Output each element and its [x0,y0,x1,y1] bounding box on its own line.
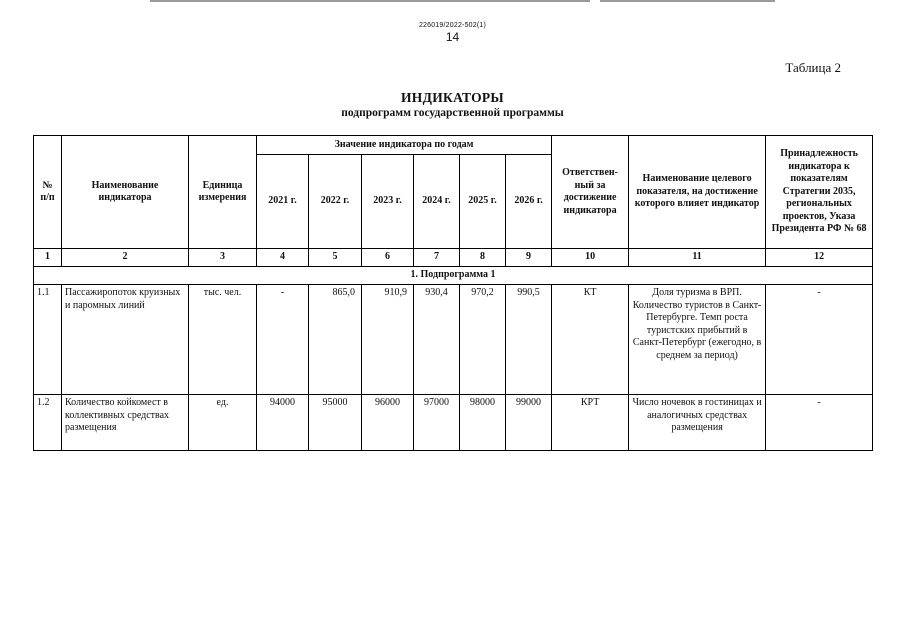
header-year: 2022 г. [309,155,362,249]
document-subtitle: подпрограмм государственной программы [341,107,564,119]
header-year: 2024 г. [414,155,460,249]
column-number: 8 [460,249,506,267]
row-value-2024: 97000 [414,395,460,451]
header-num: № п/п [34,136,62,249]
row-target-indicator: Число ночевок в гостиницах и аналогичных средствах размещения [629,395,766,451]
header-row-1 [34,136,873,155]
row-num: 1.1 [34,285,62,395]
column-number: 12 [766,249,873,267]
column-number: 7 [414,249,460,267]
section-title: 1. Подпрограмма 1 [34,267,873,285]
row-value-2021: 94000 [257,395,309,451]
row-unit: ед. [189,395,257,451]
row-num: 1.2 [34,395,62,451]
header-values-group: Значение индикатора по годам [257,136,552,155]
column-number: 4 [257,249,309,267]
table-row [34,285,873,395]
column-number: 2 [62,249,189,267]
row-responsible: КРТ [552,395,629,451]
header-year: 2026 г. [506,155,552,249]
header-year: 2023 г. [362,155,414,249]
section-row [34,267,873,285]
column-number: 11 [629,249,766,267]
row-value-2023: 96000 [362,395,414,451]
row-value-2025: 970,2 [460,285,506,395]
scan-edge-line-right [600,0,775,2]
column-number: 6 [362,249,414,267]
document-code: 226019/2022-502(1) [418,22,487,29]
row-unit: тыс. чел. [189,285,257,395]
document-title: ИНДИКАТОРЫ [401,90,504,105]
table-label: Таблица 2 [785,60,841,75]
header-year: 2021 г. [257,155,309,249]
row-value-2025: 98000 [460,395,506,451]
header-name: Наименование индикатора [62,136,189,249]
header-year: 2025 г. [460,155,506,249]
row-value-2022: 865,0 [309,285,362,395]
column-number-row [34,249,873,267]
row-value-2021: - [257,285,309,395]
column-number: 10 [552,249,629,267]
page-number: 14 [445,30,460,44]
scan-edge-line-left [150,0,590,2]
row-value-2023: 910,9 [362,285,414,395]
row-strategy: - [766,395,873,451]
row-value-2022: 95000 [309,395,362,451]
table-row [34,395,873,451]
row-strategy: - [766,285,873,395]
header-unit: Единица измерения [189,136,257,249]
header-responsible: Ответствен-ный за достижение индикатора [552,136,629,249]
column-number: 1 [34,249,62,267]
column-number: 9 [506,249,552,267]
row-responsible: КТ [552,285,629,395]
column-number: 3 [189,249,257,267]
row-indicator-name: Пассажиропоток круизных и паромных линий [62,285,189,395]
row-value-2026: 990,5 [506,285,552,395]
row-value-2026: 99000 [506,395,552,451]
row-value-2024: 930,4 [414,285,460,395]
indicators-table [33,135,873,451]
header-strategy: Принадлежность индикатора к показателям Стратегии 2035, региональных проектов, Указа Президента РФ № 68 [766,136,873,249]
row-target-indicator: Доля туризма в ВРП. Количество туристов в Санкт-Петербурге. Темп роста туристских прибытий в Санкт-Петербург (ежегодно, в среднем за период) [629,285,766,395]
row-indicator-name: Количество койкомест в коллективных средствах размещения [62,395,189,451]
header-target: Наименование целевого показателя, на достижение которого влияет индикатор [629,136,766,249]
column-number: 5 [309,249,362,267]
